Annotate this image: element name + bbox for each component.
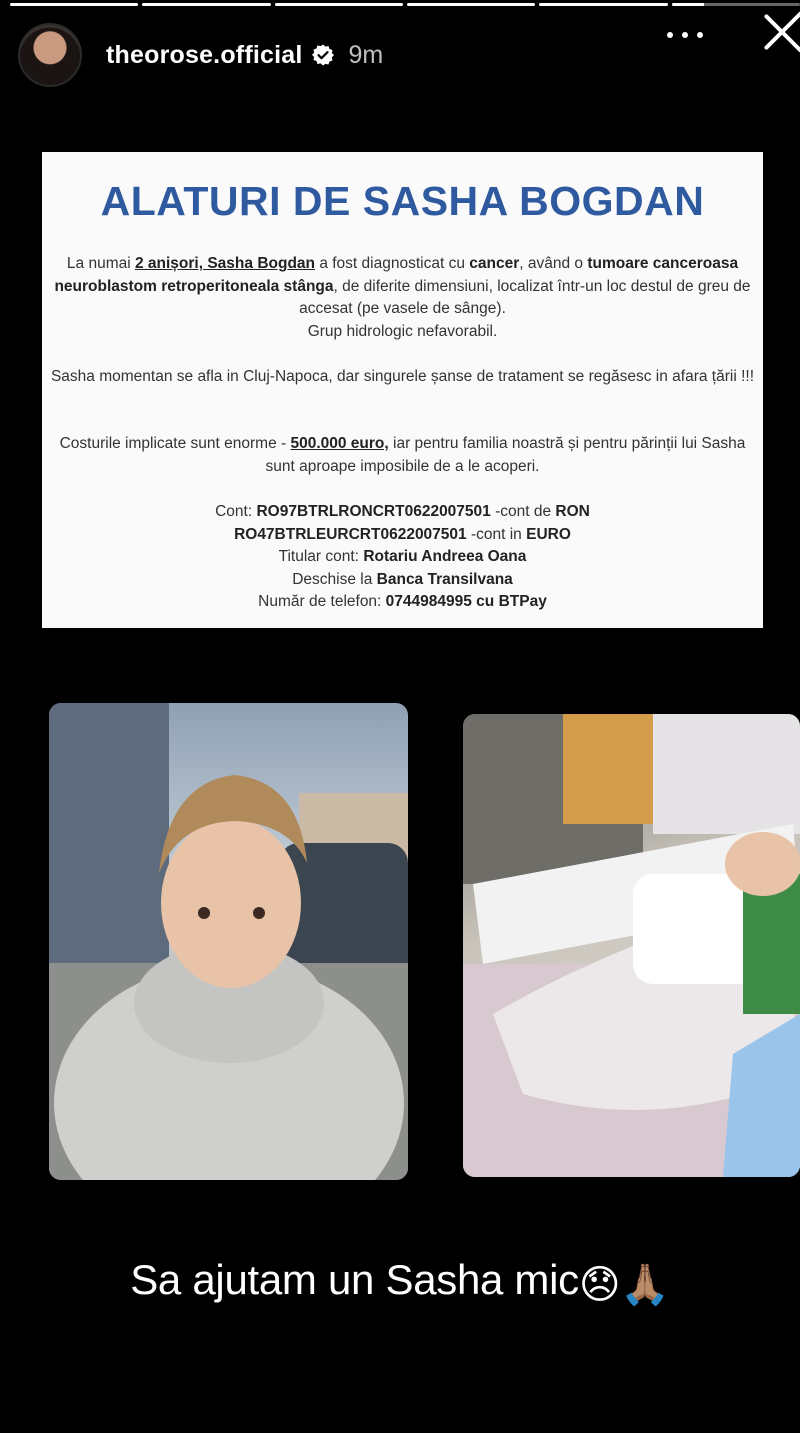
progress-segment-current [672,3,800,6]
flyer-bank-details: Cont: RO97BTRLRONCRT0622007501 -cont de RON RO47BTRLEURCRT0622007501 -cont in EURO Titular cont: Rotariu Andreea Oana Deschise la Banca Transilvana Număr de telefon: 0744984995 cu BTPay [215,503,590,610]
story-progress-bar [10,3,800,7]
verified-badge-icon [311,43,335,67]
flyer-title: ALATURI DE SASHA BOGDAN [100,178,705,224]
more-icon[interactable] [667,22,703,48]
progress-segment [142,3,270,6]
story-caption: Sa ajutam un Sasha mic😞🙏🏽 [130,1256,670,1308]
username[interactable]: theorose.official [106,40,303,69]
progress-segment [539,3,667,6]
caption-emoji: 😞🙏🏽 [578,1262,670,1308]
fundraising-flyer-image [42,152,763,628]
flyer-paragraph-location: Sasha momentan se afla in Cluj-Napoca, dar singurele șanse de tratament se regăsesc in afara țării !!! [50,368,755,385]
post-time: 9m [348,40,384,69]
flyer-paragraph-costs: Costurile implicate sunt enorme - 500.000 euro, iar pentru familia noastră și pentru părinții lui Sasha sunt aproape imposibile de a le acoperi. [59,435,746,475]
flyer-paragraph-diagnosis: La numai 2 anișori, Sasha Bogdan a fost diagnosticat cu cancer, având o tumoare canceroasa neuroblastom retroperitoneala stânga, de diferite dimensiuni, localizat într-un loc destul de greu de accesat (pe vasele de sânge). Grup hidrologic nefavorabil. [54,255,751,340]
progress-segment [407,3,535,6]
progress-segment [275,3,403,6]
close-icon[interactable] [758,10,800,54]
avatar[interactable] [18,23,82,87]
child-hospital-photo [463,714,800,1177]
progress-segment [10,3,138,6]
child-portrait-photo [49,703,408,1180]
